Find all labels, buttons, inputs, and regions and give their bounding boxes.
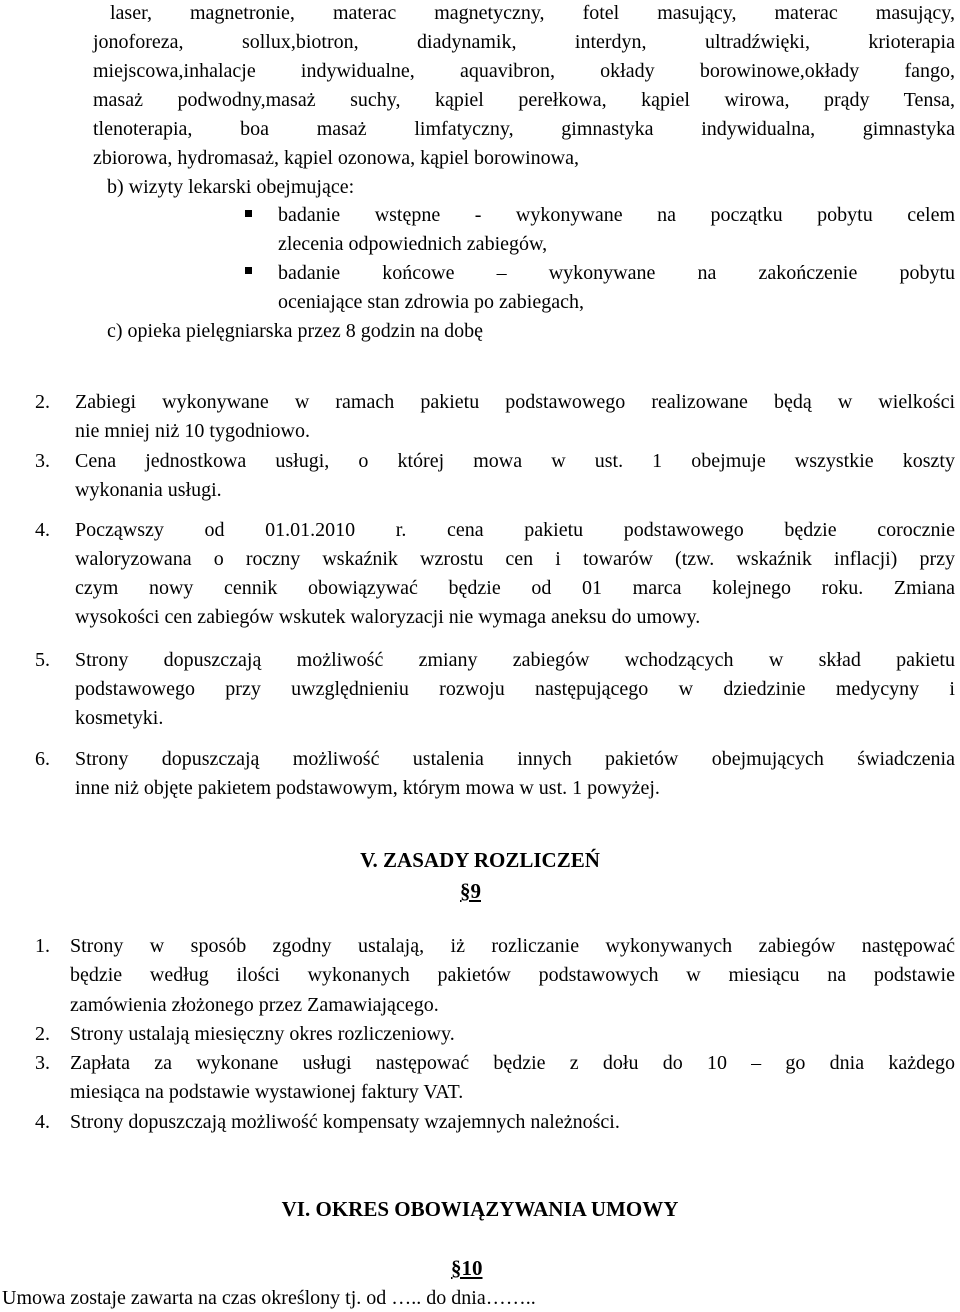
point-line: będzie według ilości wykonanych pakietów podstawowych w miesiącu na podstawie bbox=[70, 964, 955, 986]
point-number: 6. bbox=[35, 748, 50, 770]
point-number: 3. bbox=[35, 450, 50, 472]
text-line: tlenoterapia, boa masaż limfatyczny, gimnastyka indywidualna, gimnastyka bbox=[93, 118, 955, 140]
paragraph-mark: §10 bbox=[451, 1256, 483, 1280]
point-line: Strony dopuszczają możliwość kompensaty wzajemnych należności. bbox=[70, 1111, 620, 1133]
point-line: Cena jednostkowa usługi, o której mowa w ust. 1 obejmuje wszystkie koszty bbox=[75, 450, 955, 472]
bullet-square-icon bbox=[245, 210, 252, 217]
point-line: Zapłata za wykonane usługi następować będzie z dołu do 10 – go dnia każdego bbox=[70, 1052, 955, 1074]
text-line: masaż podwodny,masaż suchy, kąpiel perełkowa, kąpiel wirowa, prądy Tensa, bbox=[93, 89, 955, 111]
point-line: Strony w sposób zgodny ustalają, iż rozliczanie wykonywanych zabiegów następować bbox=[70, 935, 955, 957]
item-b: b) wizyty lekarski obejmujące: bbox=[107, 176, 355, 198]
section-heading: VI. OKRES OBOWIĄZYWANIA UMOWY bbox=[281, 1197, 679, 1221]
point-line: czym nowy cennik obowiązywać będzie od 01 marca kolejnego roku. Zmiana bbox=[75, 577, 955, 599]
text-line: miejscowa,inhalacje indywidualne, aquavibron, okłady borowinowe,okłady fango, bbox=[93, 60, 955, 82]
bullet-line: badanie końcowe – wykonywane na zakończenie pobytu bbox=[278, 262, 955, 284]
point-line: wykonania usługi. bbox=[75, 479, 222, 501]
point-number: 3. bbox=[35, 1052, 50, 1074]
point-number: 2. bbox=[35, 1023, 50, 1045]
item-c: c) opieka pielęgniarska przez 8 godzin na dobę bbox=[107, 320, 483, 342]
point-number: 5. bbox=[35, 649, 50, 671]
point-number: 4. bbox=[35, 519, 50, 541]
point-line: Strony dopuszczają możliwość zmiany zabiegów wchodzących w skład pakietu bbox=[75, 649, 955, 671]
point-line: inne niż objęte pakietem podstawowym, którym mowa w ust. 1 powyżej. bbox=[75, 777, 660, 799]
point-line: Strony dopuszczają możliwość ustalenia innych pakietów obejmujących świadczenia bbox=[75, 748, 955, 770]
point-number: 1. bbox=[35, 935, 50, 957]
point-number: 2. bbox=[35, 391, 50, 413]
point-line: nie mniej niż 10 tygodniowo. bbox=[75, 420, 310, 442]
section-heading: V. ZASADY ROZLICZEŃ bbox=[360, 848, 600, 872]
text-line: zbiorowa, hydromasaż, kąpiel ozonowa, kąpiel borowinowa, bbox=[93, 147, 579, 169]
final-line: Umowa zostaje zawarta na czas określony tj. od ….. do dnia…….. bbox=[2, 1287, 536, 1309]
point-line: Zabiegi wykonywane w ramach pakietu podstawowego realizowane będą w wielkości bbox=[75, 391, 955, 413]
bullet-line: oceniające stan zdrowia po zabiegach, bbox=[278, 291, 584, 313]
bullet-line: badanie wstępne - wykonywane na początku pobytu celem bbox=[278, 204, 955, 226]
point-line: wysokości cen zabiegów wskutek waloryzacji nie wymaga aneksu do umowy. bbox=[75, 606, 701, 628]
bullet-line: zlecenia odpowiednich zabiegów, bbox=[278, 233, 548, 255]
text-line: jonoforeza, sollux,biotron, diadynamik, interdyn, ultradźwięki, krioterapia bbox=[93, 31, 955, 53]
point-line: Strony ustalają miesięczny okres rozliczeniowy. bbox=[70, 1023, 455, 1045]
point-line: waloryzowana o roczny wskaźnik wzrostu cen i towarów (tzw. wskaźnik inflacji) przy bbox=[75, 548, 955, 570]
text-line: laser, magnetronie, materac magnetyczny, fotel masujący, materac masujący, bbox=[110, 2, 955, 24]
bullet-square-icon bbox=[245, 267, 252, 274]
paragraph-mark: §9 bbox=[460, 879, 481, 903]
point-line: Począwszy od 01.01.2010 r. cena pakietu podstawowego będzie corocznie bbox=[75, 519, 955, 541]
point-line: zamówienia złożonego przez Zamawiającego. bbox=[70, 994, 439, 1016]
point-line: miesiąca na podstawie wystawionej faktury VAT. bbox=[70, 1081, 464, 1103]
point-number: 4. bbox=[35, 1111, 50, 1133]
point-line: kosmetyki. bbox=[75, 707, 164, 729]
point-line: podstawowego przy uwzględnieniu rozwoju następującego w dziedzinie medycyny i bbox=[75, 678, 955, 700]
